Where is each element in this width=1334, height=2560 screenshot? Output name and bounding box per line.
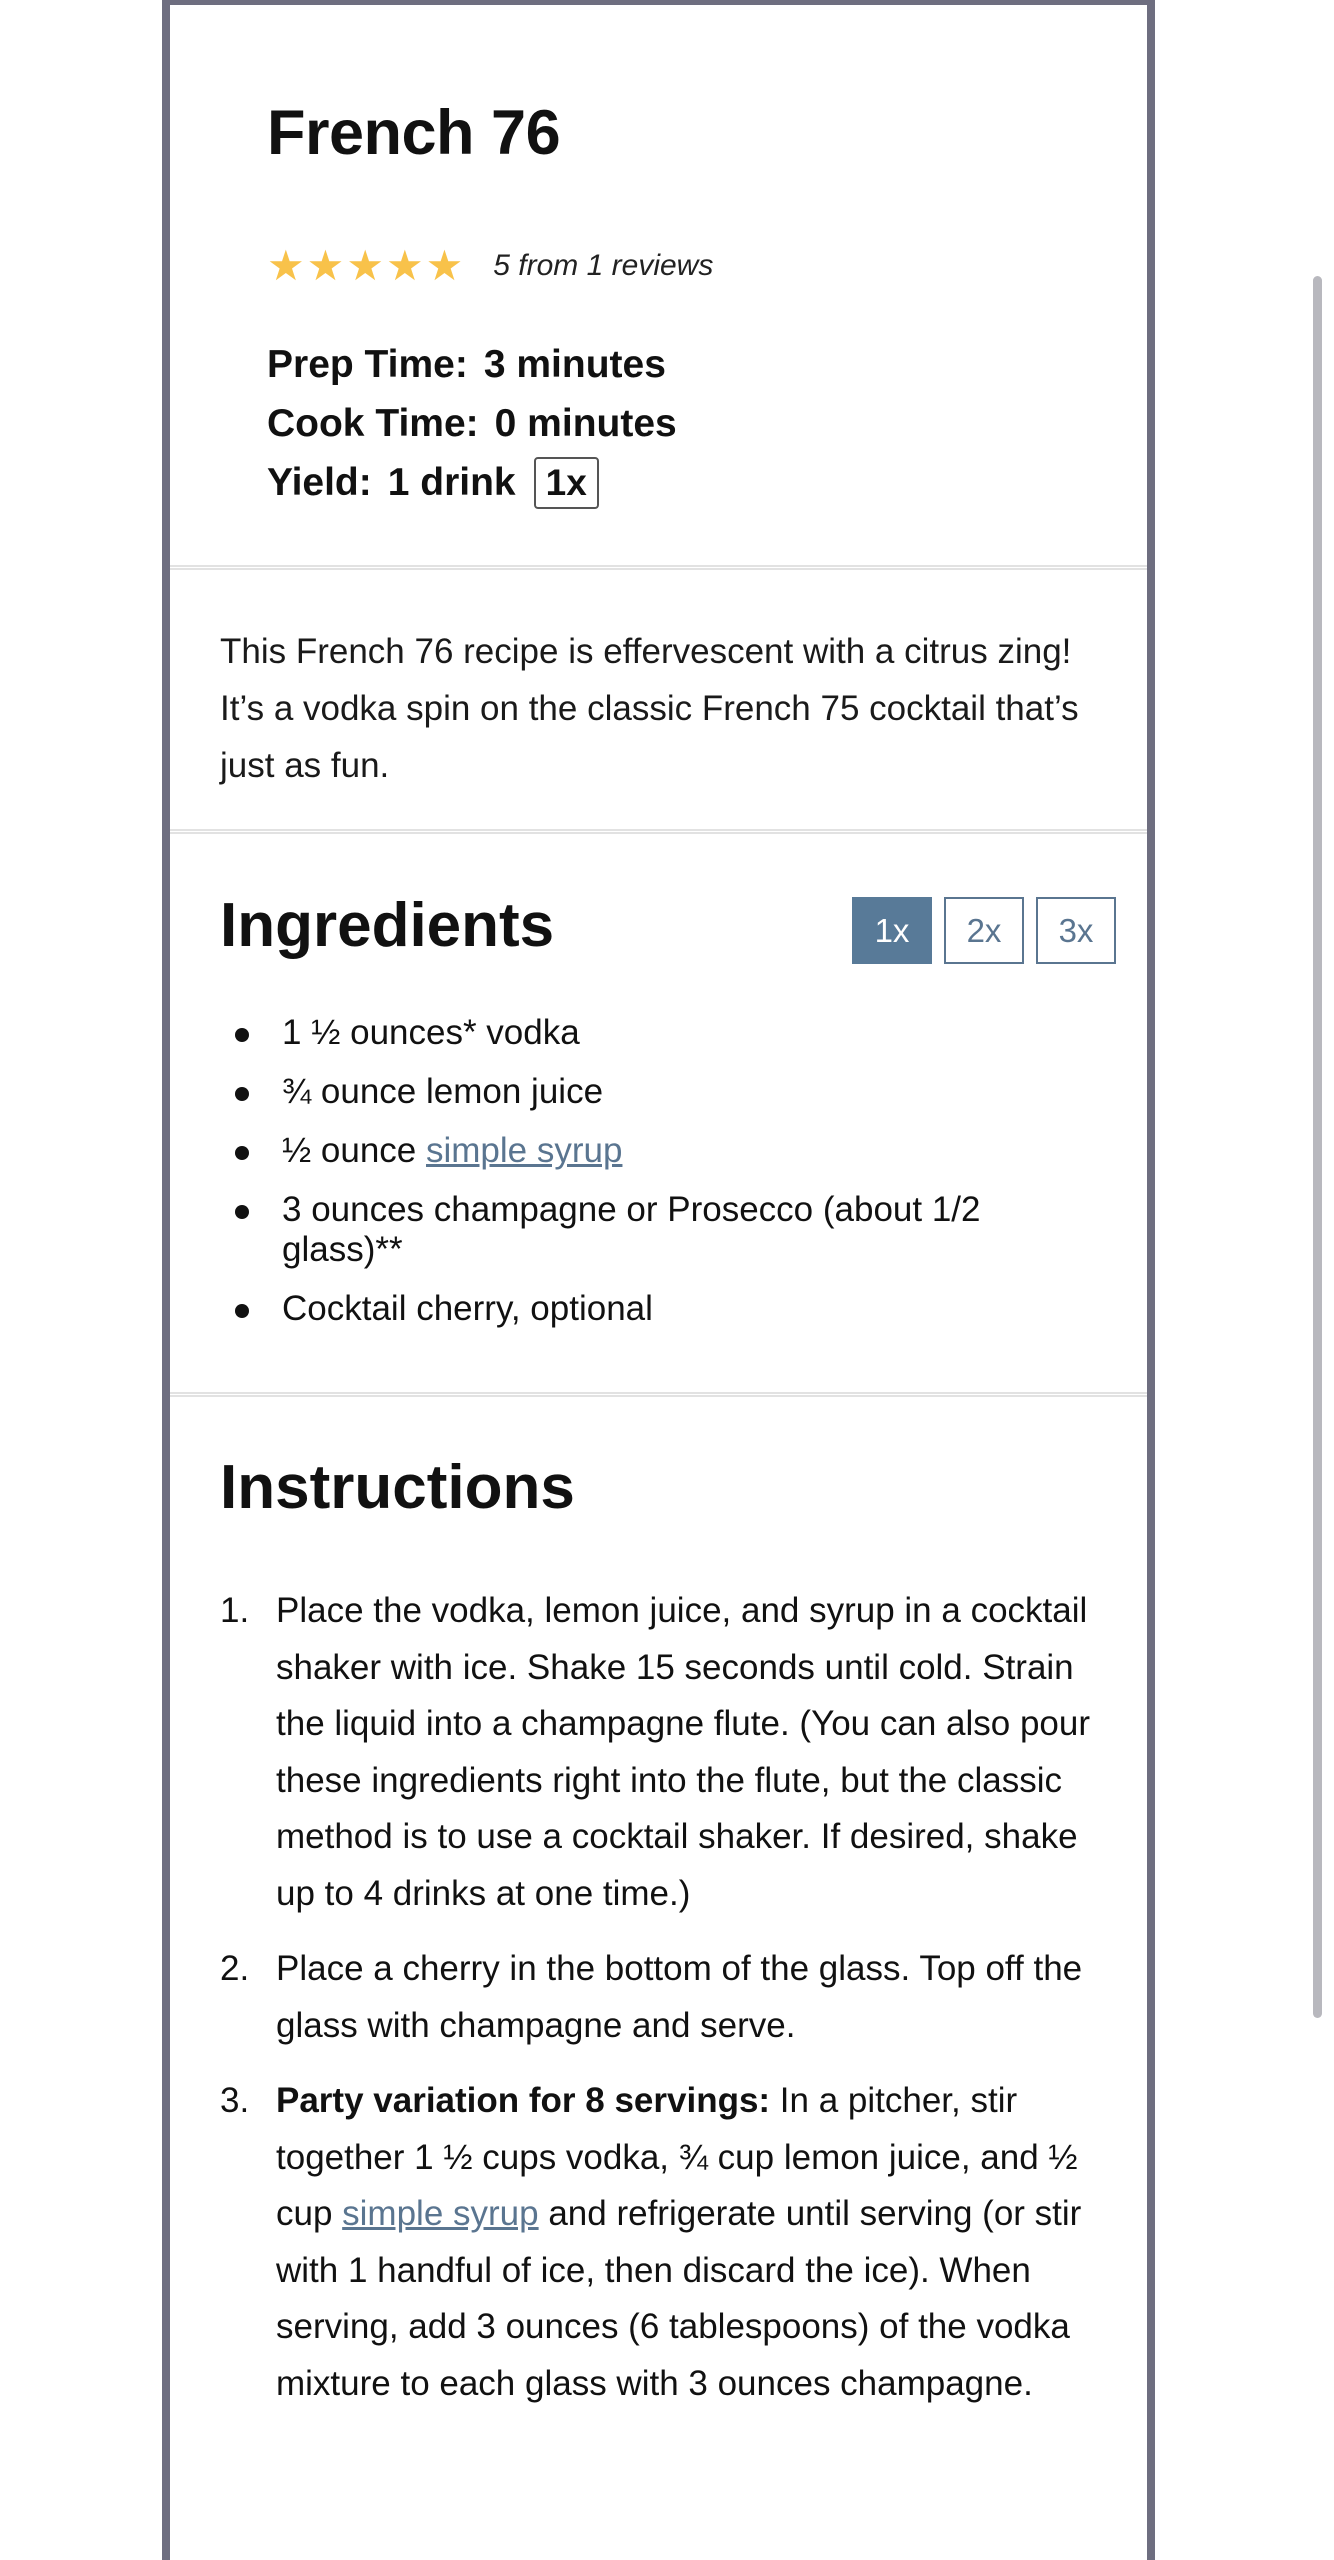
- step-text: and refrigerate until serving (or stir with 1 handful of ice, then discard the ice). When serving, add 3 ounces (6 tablespoons) of the vodka mixture to each glass with 3 ounces champagne.: [276, 2194, 1082, 2403]
- star-icon[interactable]: ★: [346, 242, 384, 289]
- star-icon[interactable]: ★: [425, 242, 464, 289]
- step-text: Place the vodka, lemon juice, and syrup in a cocktail shaker with ice. Shake 15 seconds until cold. Strain the liquid into a champagne flute. (You can also pour these ingredients right into the flute, but the classic method is to use a cocktail shaker. If desired, shake up to 4 drinks at one time.): [276, 1591, 1090, 1913]
- ingredients-heading: Ingredients: [220, 891, 555, 960]
- list-item: [226, 1072, 1106, 1112]
- prep-time-value: 3 minutes: [483, 342, 666, 386]
- ingredient-text: 1 ½ ounces* vodka: [282, 1013, 580, 1052]
- simple-syrup-link[interactable]: simple syrup: [426, 1131, 623, 1170]
- recipe-title: French 76: [267, 98, 561, 168]
- section-divider: [170, 1392, 1147, 1397]
- step-number: 1.: [220, 1591, 250, 1630]
- ingredient-text: ½ ounce: [282, 1131, 426, 1170]
- simple-syrup-link[interactable]: simple syrup: [342, 2194, 539, 2233]
- star-rating[interactable]: [267, 242, 464, 289]
- cook-time: [267, 394, 677, 453]
- yield-label: Yield:: [267, 460, 372, 504]
- instruction-step: [220, 1941, 1120, 2054]
- ingredient-text: 3 ounces champagne or Prosecco (about 1/2 glass)**: [282, 1190, 981, 1269]
- recipe-rating[interactable]: [267, 242, 714, 289]
- prep-time: [267, 335, 677, 394]
- step-bold-label: Party variation for 8 servings:: [276, 2081, 771, 2120]
- instructions-list: [220, 1583, 1120, 2431]
- section-divider: [170, 829, 1147, 834]
- instruction-step: [220, 1583, 1120, 1922]
- rating-summary: 5 from 1 reviews: [493, 249, 714, 282]
- step-text: Place a cherry in the bottom of the glass. Top off the glass with champagne and serve.: [276, 1949, 1083, 2045]
- ingredient-text: ¾ ounce lemon juice: [282, 1072, 604, 1111]
- step-number: 2.: [220, 1949, 250, 1988]
- section-divider: [170, 565, 1147, 570]
- list-item: [226, 1131, 1106, 1171]
- cook-time-value: 0 minutes: [494, 401, 677, 445]
- recipe-times: [267, 335, 677, 512]
- recipe-summary: This French 76 recipe is effervescent with a citrus zing! It’s a vodka spin on the classic French 75 cocktail that’s just as fun.: [220, 632, 1079, 785]
- yield-scale-badge[interactable]: 1x: [534, 457, 599, 509]
- yield-value: 1 drink: [387, 460, 516, 504]
- page-scrollbar[interactable]: [1313, 276, 1322, 2018]
- prep-time-label: Prep Time:: [267, 342, 468, 386]
- star-icon[interactable]: ★: [306, 242, 345, 289]
- star-icon[interactable]: ★: [267, 242, 305, 289]
- cook-time-label: Cook Time:: [267, 401, 479, 445]
- servings-scale-group: [852, 897, 1116, 964]
- scale-2x-button[interactable]: 2x: [944, 897, 1024, 964]
- scale-1x-button[interactable]: 1x: [852, 897, 932, 964]
- list-item: [226, 1190, 1106, 1270]
- list-item: [226, 1289, 1106, 1329]
- ingredient-text: Cocktail cherry, optional: [282, 1289, 653, 1328]
- step-text: In a pitcher, stir together 1 ½ cups vodka, ¾ cup lemon juice, and ½ cup: [276, 2081, 1078, 2233]
- recipe-card: [162, 0, 1155, 2560]
- step-number: 3.: [220, 2081, 250, 2120]
- star-icon[interactable]: ★: [385, 242, 424, 289]
- list-item: [226, 1013, 1106, 1053]
- yield: [267, 453, 677, 512]
- recipe-header: [170, 5, 1147, 565]
- ingredients-list: [226, 1013, 1106, 1348]
- instructions-heading: Instructions: [220, 1453, 575, 1522]
- instruction-step: [220, 2073, 1120, 2412]
- scale-3x-button[interactable]: 3x: [1036, 897, 1116, 964]
